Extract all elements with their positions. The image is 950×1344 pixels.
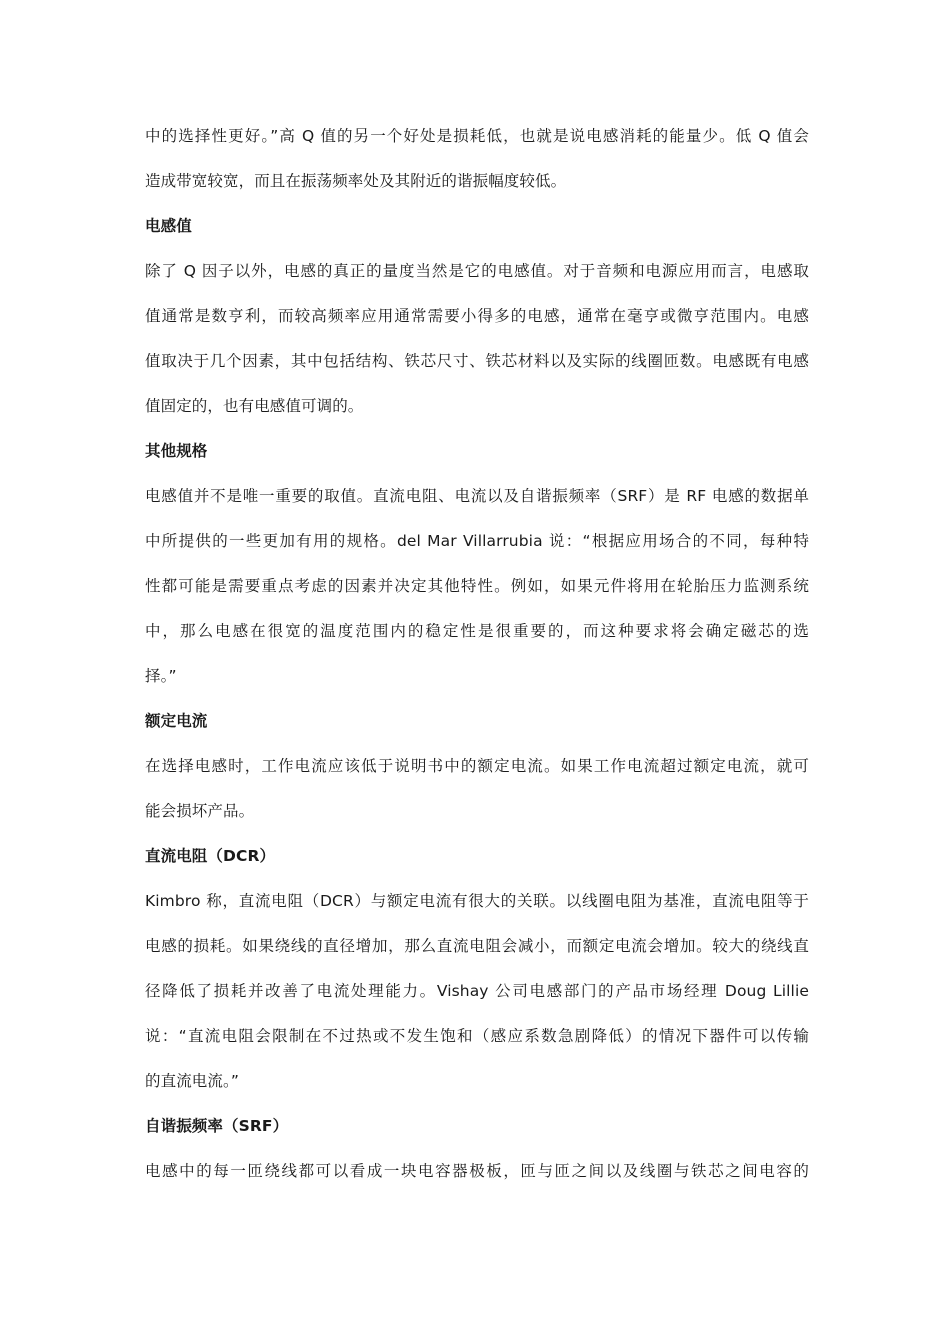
paragraph-line: 在选择电感时，工作电流应该低于说明书中的额定电流。如果工作电流超过额定电流，就可 [145,757,809,775]
section-heading: 额定电流 [145,712,208,730]
paragraph-line: 除了 Q 因子以外，电感的真正的量度当然是它的电感值。对于音频和电源应用而言，电感取 [145,262,809,280]
paragraph-line: 值固定的，也有电感值可调的。 [145,397,364,415]
section-heading: 直流电阻（DCR） [145,847,276,865]
section-heading: 电感值 [145,217,192,235]
paragraph-line: 性都可能是需要重点考虑的因素并决定其他特性。例如，如果元件将用在轮胎压力监测系统 [145,577,809,595]
section-heading: 其他规格 [145,442,208,460]
paragraph-line: 电感值并不是唯一重要的取值。直流电阻、电流以及自谐振频率（SRF）是 RF 电感的数据单 [145,487,809,505]
paragraph-line: 值取决于几个因素，其中包括结构、铁芯尺寸、铁芯材料以及实际的线圈匝数。电感既有电感 [145,352,809,370]
paragraph-line: 径降低了损耗并改善了电流处理能力。Vishay 公司电感部门的产品市场经理 Doug Lillie [145,982,809,1000]
section-heading: 自谐振频率（SRF） [145,1117,289,1135]
paragraph-line: 择。” [145,667,177,685]
paragraph-line: 电感中的每一匝绕线都可以看成一块电容器极板，匝与匝之间以及线圈与铁芯之间电容的 [145,1162,809,1180]
paragraph-line: 中的选择性更好。”高 Q 值的另一个好处是损耗低，也就是说电感消耗的能量少。低 Q 值会 [145,127,809,145]
paragraph-line: 中，那么电感在很宽的温度范围内的稳定性是很重要的，而这种要求将会确定磁芯的选 [145,622,809,640]
paragraph-line: 值通常是数亨利，而较高频率应用通常需要小得多的电感，通常在毫亨或微亨范围内。电感 [145,307,809,325]
paragraph-line: 中所提供的一些更加有用的规格。del Mar Villarrubia 说：“根据应用场合的不同，每种特 [145,532,809,550]
document-body [145,122,809,1202]
paragraph-line: 说：“直流电阻会限制在不过热或不发生饱和（感应系数急剧降低）的情况下器件可以传输 [145,1027,809,1045]
paragraph-line: 能会损坏产品。 [145,802,255,820]
paragraph-line: Kimbro 称，直流电阻（DCR）与额定电流有很大的关联。以线圈电阻为基准，直流电阻等于 [145,892,809,910]
paragraph-line: 的直流电流。” [145,1072,239,1090]
paragraph-line: 电感的损耗。如果绕线的直径增加，那么直流电阻会减小，而额定电流会增加。较大的绕线直 [145,937,809,955]
paragraph-line: 造成带宽较宽，而且在振荡频率处及其附近的谐振幅度较低。 [145,172,567,190]
